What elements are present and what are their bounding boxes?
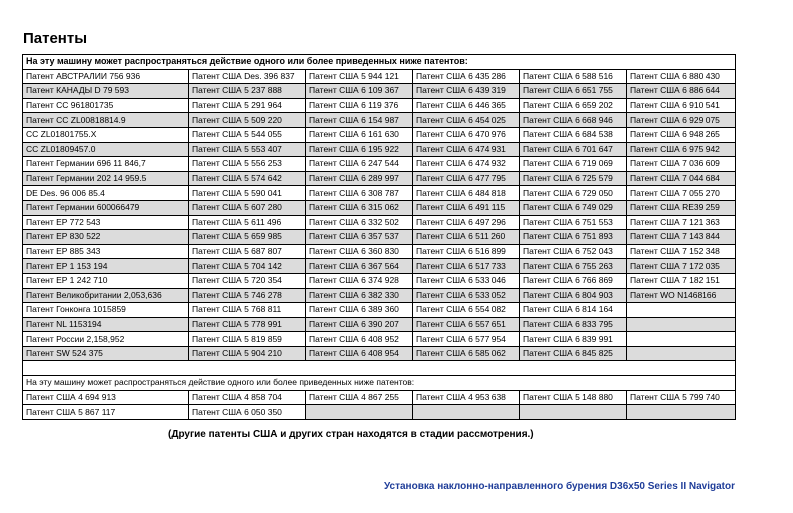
patent-cell: Патент США 6 315 062 [306,200,413,215]
patent-cell: Патент США 5 904 210 [189,346,306,361]
table-row [23,259,736,274]
patent-cell: Патент США 5 607 280 [189,200,306,215]
patent-cell: Патент США RE39 259 [627,200,736,215]
patent-cell: Патент США 6 511 260 [413,230,520,245]
patent-cell: CC ZL01801755.X [23,127,189,142]
table-row [23,113,736,128]
table-row [23,186,736,201]
patent-cell: Патент США 5 574 642 [189,171,306,186]
patent-cell: Патент США 5 509 220 [189,113,306,128]
footer-caption: Установка наклонно-направленного бурения D36x50 Series II Navigator [383,481,735,492]
patent-cell: Патент CC 961801735 [23,98,189,113]
patent-cell: Патент США 6 585 062 [413,346,520,361]
table-row [23,273,736,288]
patent-cell: Патент EP 1 242 710 [23,273,189,288]
patent-cell: Патент США 5 867 117 [23,405,189,420]
patent-cell: Патент США 6 929 075 [627,113,736,128]
table-row [23,361,736,376]
patent-cell [627,405,736,420]
patent-cell: Патент NL 1153194 [23,317,189,332]
patent-cell: Патент США 7 172 035 [627,259,736,274]
patent-cell: Патент США 6 497 296 [413,215,520,230]
patent-cell: Патент США 6 749 029 [520,200,627,215]
patent-cell: Патент США 5 659 985 [189,230,306,245]
patent-table [22,54,736,420]
patent-cell: Патент США 6 948 265 [627,127,736,142]
patent-cell: Патент США 5 544 055 [189,127,306,142]
table-row [23,346,736,361]
table-row [23,55,736,70]
patent-cell: DE Des. 96 006 85.4 [23,186,189,201]
patent-cell: Патент EP 885 343 [23,244,189,259]
patent-cell: Патент США 6 470 976 [413,127,520,142]
patent-cell: Патент США 6 474 931 [413,142,520,157]
patent-cell: Патент США 6 588 516 [520,69,627,84]
patent-cell: Патент США 5 768 811 [189,303,306,318]
table-row [23,230,736,245]
patent-cell: Патент SW 524 375 [23,346,189,361]
table-header-2: На эту машину может распространяться действие одного или более приведенных ниже патентов: [23,376,736,391]
patent-cell: Патент США 5 237 888 [189,84,306,99]
patent-cell: Патент США 5 687 807 [189,244,306,259]
patent-cell: Патент США 6 154 987 [306,113,413,128]
patent-cell: Патент EP 1 153 194 [23,259,189,274]
patent-cell: Патент США 7 055 270 [627,186,736,201]
patent-cell: Патент США 4 858 704 [189,390,306,405]
patent-cell: Патент США 6 289 997 [306,171,413,186]
table-row [23,69,736,84]
spacer-row [23,361,736,376]
patent-cell: Патент США 6 109 367 [306,84,413,99]
patent-cell: Патент EP 772 543 [23,215,189,230]
patent-cell: Патент США 6 910 541 [627,98,736,113]
patent-cell: Патент АВСТРАЛИИ 756 936 [23,69,189,84]
patent-cell: Патент США 5 291 964 [189,98,306,113]
patent-cell: Патент EP 830 522 [23,230,189,245]
patent-cell: Патент США 5 704 142 [189,259,306,274]
patent-cell [627,346,736,361]
patent-cell: Патент США 7 121 363 [627,215,736,230]
patent-cell: Патент Гонконга 1015859 [23,303,189,318]
patent-cell: CC ZL01809457.0 [23,142,189,157]
table-row [23,171,736,186]
page-title: Патенты [23,30,88,47]
patent-cell: Патент США 7 152 348 [627,244,736,259]
table-row [23,376,736,391]
patent-cell: Патент КАНАДЫ D 79 593 [23,84,189,99]
patent-cell: Патент США 6 839 991 [520,332,627,347]
patent-cell: Патент США 6 833 795 [520,317,627,332]
table-row [23,332,736,347]
patent-cell: Патент США 7 182 151 [627,273,736,288]
patent-cell: Патент США 6 557 651 [413,317,520,332]
patent-cell: Патент США 6 554 082 [413,303,520,318]
patent-cell: Патент США 6 804 903 [520,288,627,303]
patent-cell: Патент США 4 867 255 [306,390,413,405]
patent-cell: Патент США 6 389 360 [306,303,413,318]
patent-cell: Патент США 6 814 164 [520,303,627,318]
patent-cell: Патент США Des. 396 837 [189,69,306,84]
patent-cell: Патент США 5 819 859 [189,332,306,347]
patent-cell [627,303,736,318]
patent-cell: Патент США 6 390 207 [306,317,413,332]
patent-cell [520,405,627,420]
patent-cell: Патент США 6 751 893 [520,230,627,245]
table-row [23,142,736,157]
patent-cell: Патент США 6 752 043 [520,244,627,259]
patent-cell: Патент США 6 701 647 [520,142,627,157]
patent-cell: Патент США 6 374 928 [306,273,413,288]
patent-cell: Патент США 5 746 278 [189,288,306,303]
table-row [23,303,736,318]
table-row [23,405,736,420]
patent-cell [306,405,413,420]
table-row [23,215,736,230]
patent-cell: Патент России 2,158,952 [23,332,189,347]
patent-cell: Патент США 5 778 991 [189,317,306,332]
patent-cell: Патент Германии 696 11 846,7 [23,157,189,172]
table-row [23,390,736,405]
table-row [23,244,736,259]
patent-cell: Патент США 6 668 946 [520,113,627,128]
patent-cell: Патент США 5 799 740 [627,390,736,405]
table-row [23,200,736,215]
patent-cell [627,317,736,332]
patent-cell: Патент США 6 533 052 [413,288,520,303]
patent-cell: Патент США 6 446 365 [413,98,520,113]
patent-cell: Патент США 6 517 733 [413,259,520,274]
table-row [23,157,736,172]
patent-cell: Патент Великобритании 2,053,636 [23,288,189,303]
patent-cell: Патент США 6 247 544 [306,157,413,172]
patent-cell: Патент США 4 953 638 [413,390,520,405]
patent-cell: Патент США 5 611 496 [189,215,306,230]
patent-cell: Патент США 6 651 755 [520,84,627,99]
patent-cell: Патент США 6 766 869 [520,273,627,288]
patent-cell: Патент США 6 725 579 [520,171,627,186]
patent-cell: Патент США 6 382 330 [306,288,413,303]
table-row [23,317,736,332]
patent-cell: Патент США 6 161 630 [306,127,413,142]
patent-cell: Патент США 6 533 046 [413,273,520,288]
patent-cell: Патент США 6 975 942 [627,142,736,157]
patent-cell: Патент США 6 719 069 [520,157,627,172]
patent-cell: Патент США 5 556 253 [189,157,306,172]
patent-cell [627,332,736,347]
patent-cell: Патент США 6 880 430 [627,69,736,84]
pending-note: (Другие патенты США и других стран находятся в стадии рассмотрения.) [168,429,534,440]
patent-cell: Патент США 6 484 818 [413,186,520,201]
table-row [23,288,736,303]
table-header: На эту машину может распространяться действие одного или более приведенных ниже патентов: [23,55,736,70]
patent-cell: Патент США 6 119 376 [306,98,413,113]
patent-cell: Патент США 5 720 354 [189,273,306,288]
patent-cell: Патент Германии 600066479 [23,200,189,215]
patent-cell: Патент WO N1468166 [627,288,736,303]
table-row [23,84,736,99]
patent-cell: Патент США 6 454 025 [413,113,520,128]
patent-cell: Патент США 6 050 350 [189,405,306,420]
patent-cell: Патент США 6 659 202 [520,98,627,113]
patent-cell: Патент США 6 439 319 [413,84,520,99]
patent-cell: Патент США 6 435 286 [413,69,520,84]
patent-cell: Патент США 7 143 844 [627,230,736,245]
patent-cell: Патент США 6 845 825 [520,346,627,361]
patent-cell: Патент США 5 553 407 [189,142,306,157]
patent-cell: Патент США 6 408 954 [306,346,413,361]
patent-cell: Патент США 6 755 263 [520,259,627,274]
table-row [23,98,736,113]
patent-cell: Патент США 5 590 041 [189,186,306,201]
patent-cell: Патент CC ZL00818814.9 [23,113,189,128]
patent-cell: Патент США 6 886 644 [627,84,736,99]
patent-cell: Патент США 6 332 502 [306,215,413,230]
patent-cell: Патент США 4 694 913 [23,390,189,405]
patent-cell: Патент США 5 944 121 [306,69,413,84]
patent-cell: Патент США 6 474 932 [413,157,520,172]
patent-cell: Патент США 6 308 787 [306,186,413,201]
patent-cell: Патент Германии 202 14 959.5 [23,171,189,186]
patent-cell: Патент США 7 044 684 [627,171,736,186]
patent-cell: Патент США 7 036 609 [627,157,736,172]
patent-cell: Патент США 6 357 537 [306,230,413,245]
patent-cell: Патент США 6 360 830 [306,244,413,259]
patent-cell: Патент США 6 729 050 [520,186,627,201]
patent-cell: Патент США 6 195 922 [306,142,413,157]
patent-cell: Патент США 6 516 899 [413,244,520,259]
patent-cell: Патент США 6 577 954 [413,332,520,347]
table-row [23,127,736,142]
patent-cell: Патент США 5 148 880 [520,390,627,405]
patent-cell [413,405,520,420]
patent-cell: Патент США 6 751 553 [520,215,627,230]
patent-cell: Патент США 6 477 795 [413,171,520,186]
patent-cell: Патент США 6 408 952 [306,332,413,347]
patent-cell: Патент США 6 684 538 [520,127,627,142]
patent-cell: Патент США 6 367 564 [306,259,413,274]
patent-cell: Патент США 6 491 115 [413,200,520,215]
